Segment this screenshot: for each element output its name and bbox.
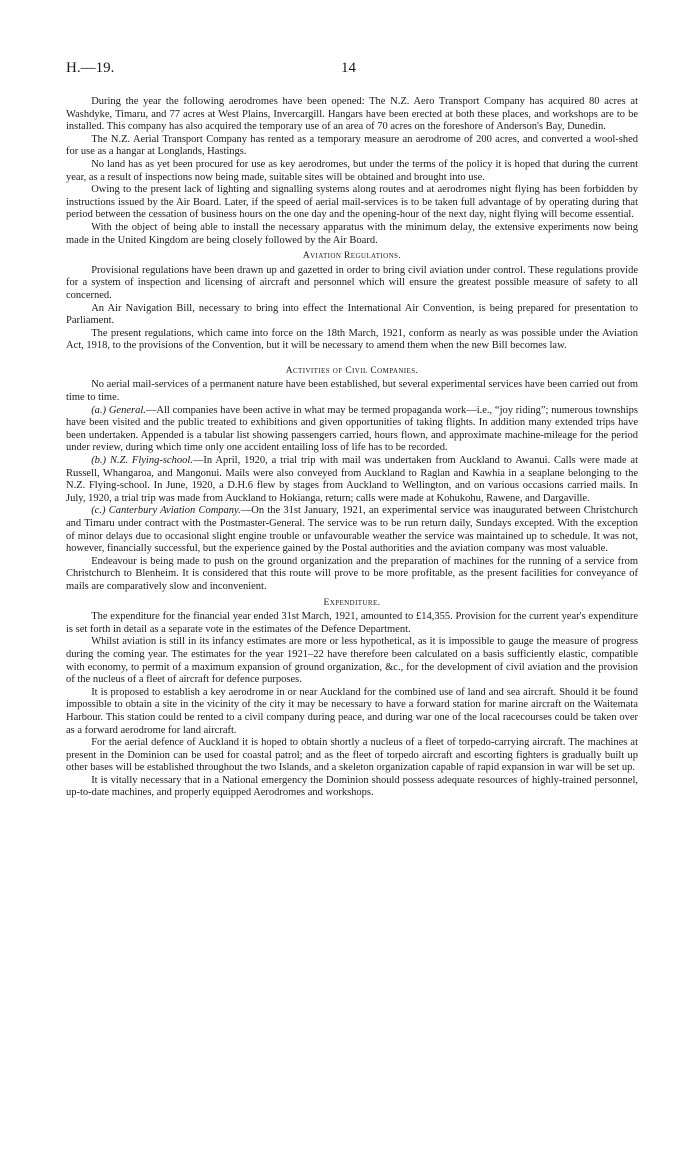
paragraph: The present regulations, which came into force on the 18th March, 1921, conform as nearly as was possible under the Aviation Act, 1918, to the provisions of the Convention, but it will be necessary to amend them when the new Bill becomes law. <box>66 327 638 352</box>
paragraph: It is vitally necessary that in a National emergency the Dominion should possess adequate resources of highly-trained personnel, up-to-date machines, and properly equipped Aerodromes and workshops. <box>66 774 638 799</box>
paragraph: Endeavour is being made to push on the ground organization and the preparation of machines for the running of a service from Christchurch to Blenheim. It is considered that this route will prove to be more profitable, as the present facilities for conveyance of mails are comparatively slow and inconvenient. <box>66 555 638 592</box>
section-heading-civil-companies: Activities of Civil Companies. <box>285 365 419 376</box>
paragraph: An Air Navigation Bill, necessary to bring into effect the International Air Convention, is being prepared for presentation to Parliament. <box>66 302 638 327</box>
subsection-label: (a.) General. <box>91 404 146 416</box>
paragraph: Whilst aviation is still in its infancy estimates are more or less hypothetical, as it is impossible to gauge the measure of progress during the coming year. The estimates for the year 1921–22 have therefore been calculated on a basis sufficiently elastic, compatible with economy, to permit of a maximum expansion of ground organization, &c., for the development of civil aviation and the provision of the nucleus of a fleet of aircraft for defence purposes. <box>66 636 638 686</box>
subsection-text: —In April, 1920, a trial trip with mail was undertaken from Auckland to Awanui. Calls were made at Russell, Whangaroa, and Mangonui. Mails were also conveyed from Auckland to Raglan and Kawhia in a seaplane belonging to the N.Z. Flying-school. In June, 1920, a D.H.6 flew by stages from Auckland to Wellington, and on various occasions carried mails. In July, 1920, a trial trip was made from Auckland to Hokianga, return; calls were made at Kohukohu, Rawene, and Dargaville. <box>66 455 638 504</box>
paragraph: It is proposed to establish a key aerodrome in or near Auckland for the combined use of land and sea aircraft. Should it be found impossible to obtain a site in the vicinity of the city it may be necessary to have a forward station for marine aircraft on the Waitemata Harbour. This station could be rented to a civil company during peace, and during war one of the local racecourses could be taken over as a forward aerodrome for land aircraft. <box>66 686 638 736</box>
paragraph-flying-school <box>66 455 638 505</box>
paragraph: The expenditure for the financial year ended 31st March, 1921, amounted to £14,355. Provision for the current year's expenditure is set forth in detail as a separate vote in the estimates of the Defence Department. <box>66 611 638 635</box>
section-heading-expenditure: Expenditure. <box>323 597 381 608</box>
page-body <box>66 96 638 800</box>
subsection-label: (b.) N.Z. Flying-school. <box>91 455 193 467</box>
subsection-text: —All companies have been active in what may be termed propaganda work—i.e., “joy riding”; numerous townships have been visited and the public treated to exhibitions and given opportunities of taking flights. In addition many extended trips have been undertaken. Appended is a tabular list showing passengers carried, hours flown, and approximate machine-mileage for the period under review, during which time only one accident entailing loss of life has to be recorded. <box>66 404 638 454</box>
paragraph-general <box>66 405 638 455</box>
paragraph-canterbury <box>66 505 638 555</box>
paragraph: Provisional regulations have been drawn up and gazetted in order to bring civil aviation under control. These regulations provide for a system of inspection and licensing of aircraft and personnel which will ensure the greatest possible measure of safety to all concerned. <box>66 264 638 301</box>
subsection-label: (c.) Canterbury Aviation Company. <box>91 505 241 517</box>
paragraph: No land has as yet been procured for use as key aerodromes, but under the terms of the policy it is hoped that during the current year, as a result of inspections now being made, suitable sites will be obtained and brought into use. <box>66 158 638 183</box>
paragraph: During the year the following aerodromes have been opened: The N.Z. Aero Transport Company has acquired 80 acres at Washdyke, Timaru, and 77 acres at West Plains, Invercargill. Hangars have been erected at both these places, and workshops are to be installed. This company has also acquired the temporary use of an area of 70 acres on the foreshore of Anderson's Bay, Dunedin. <box>66 96 638 133</box>
subsection-text: —On the 31st January, 1921, an experimental service was inaugurated between Christchurch and Timaru under contract with the Postmaster-General. The service was to be run return daily, Sundays excepted. With the exception of minor delays due to occasional slight engine trouble or unfavourable weather the service was maintained up to schedule. It was not, however, financially successful, but the experience gained by the Postal authorities and the aviation company was most valuable. <box>66 505 638 555</box>
paragraph: For the aerial defence of Auckland it is hoped to obtain shortly a nucleus of a fleet of torpedo-carrying aircraft. The machines at present in the Dominion can be used for coastal patrol; and as the fleet of torpedo aircraft and escorting fighters is gradually built up other bases will be established throughout the two Islands, and a skeleton organization capable of rapid expansion in war will be set up. <box>66 737 638 774</box>
paragraph: With the object of being able to install the necessary apparatus with the minimum delay, the extensive experiments now being made in the United Kingdom are being closely followed by the Air Board. <box>66 221 638 246</box>
section-heading-aviation-regulations: Aviation Regulations. <box>302 251 402 262</box>
page-number: 14 <box>341 60 356 76</box>
document-reference: H.—19. <box>66 60 115 76</box>
paragraph: No aerial mail-services of a permanent nature have been established, but several experimental services have been carried out from time to time. <box>66 379 638 404</box>
paragraph: Owing to the present lack of lighting and signalling systems along routes and at aerodromes night flying has been forbidden by instructions issued by the Air Board. Later, if the speed of aerial mail-services is to be taken full advantage of by operating during that period between the cessation of business hours on the one day and the opening-hour of the next day, night flying will become essential. <box>66 184 638 221</box>
paragraph: The N.Z. Aerial Transport Company has rented as a temporary measure an aerodrome of 200 acres, and converted a wool-shed for use as a hangar at Longlands, Hastings. <box>66 133 638 158</box>
